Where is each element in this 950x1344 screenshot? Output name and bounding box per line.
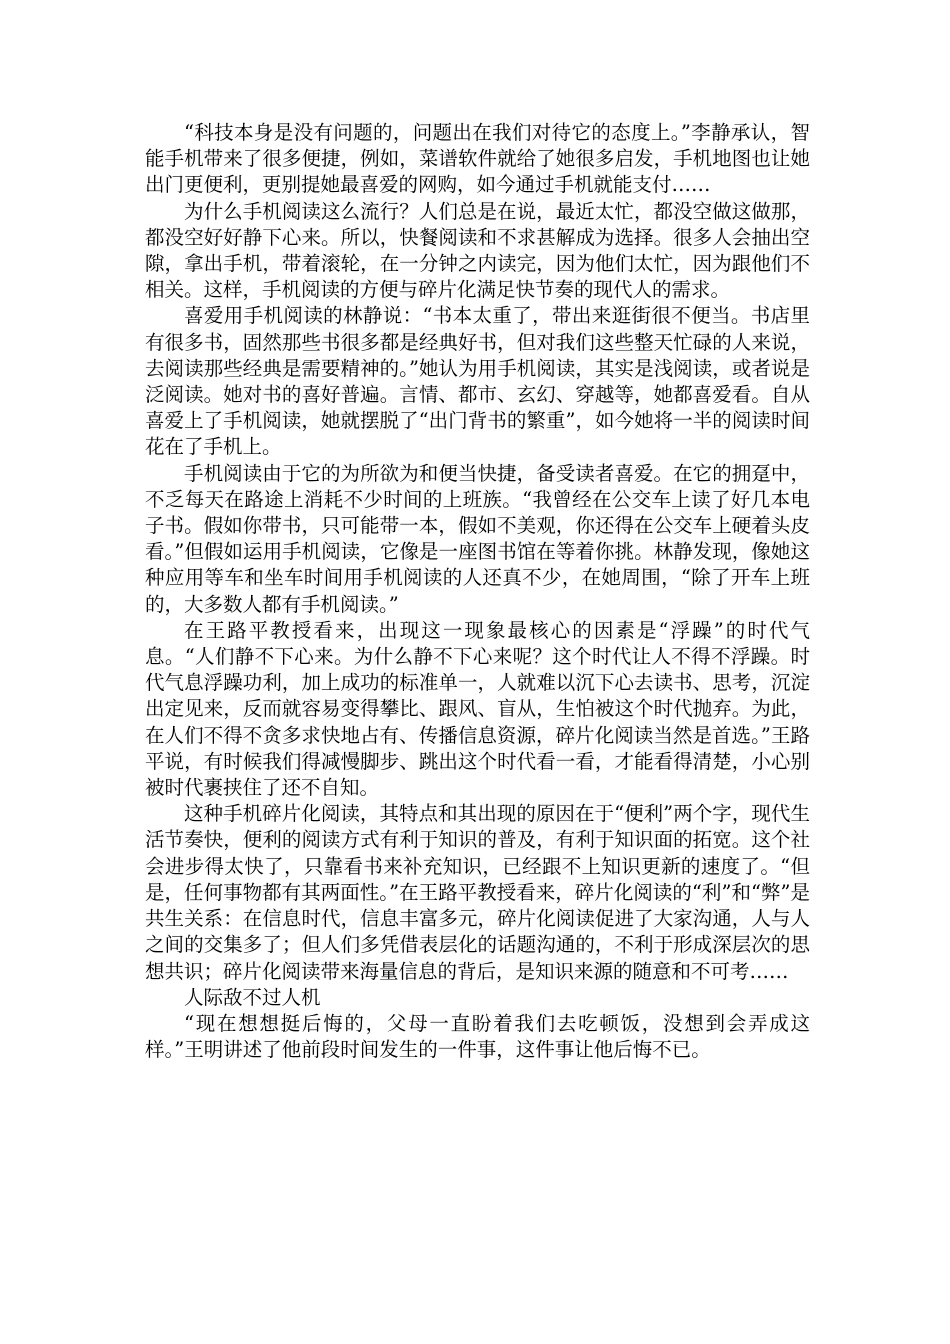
paragraph-7: “现在想想挺后悔的，父母一直盼着我们去吃顿饭，没想到会弄成这样。”王明讲述了他前段时间发生的一件事，这件事让他后悔不已。 <box>145 1011 810 1062</box>
paragraph-2: 为什么手机阅读这么流行？人们总是在说，最近太忙，都没空做这做那，都没空好好静下心来。所以，快餐阅读和不求甚解成为选择。很多人会抽出空隙，拿出手机，带着滚轮，在一分钟之内读完，因为他们太忙，因为跟他们不相关。这样，手机阅读的方便与碎片化满足快节奏的现代人的需求。 <box>145 199 810 302</box>
document-body <box>145 120 810 1063</box>
paragraph-4: 手机阅读由于它的为所欲为和便当快捷，备受读者喜爱。在它的拥趸中，不乏每天在路途上消耗不少时间的上班族。“我曾经在公交车上读了好几本电子书。假如你带书，只可能带一本，假如不美观，你还得在公交车上硬着头皮看。”但假如运用手机阅读，它像是一座图书馆在等着你挑。林静发现，像她这种应用等车和坐车时间用手机阅读的人还真不少，在她周围，“除了开车上班的，大多数人都有手机阅读。” <box>145 461 810 616</box>
paragraph-1: “科技本身是没有问题的，问题出在我们对待它的态度上。”李静承认，智能手机带来了很多便捷，例如，菜谱软件就给了她很多启发，手机地图也让她出门更便利，更别提她最喜爱的网购，如今通过手机就能支付…… <box>145 121 810 197</box>
paragraph-6: 这种手机碎片化阅读，其特点和其出现的原因在于“便利”两个字，现代生活节奏快，便利的阅读方式有利于知识的普及，有利于知识面的拓宽。这个社会进步得太快了，只靠看书来补充知识，已经跟不上知识更新的速度了。“但是，任何事物都有其两面性。”在王路平教授看来，碎片化阅读的“利”和“弊”是共生关系：在信息时代，信息丰富多元，碎片化阅读促进了大家沟通，人与人之间的交集多了；但人们多凭借表层化的话题沟通的，不利于形成深层次的思想共识；碎片化阅读带来海量信息的背后，是知识来源的随意和不可考…… <box>145 802 810 983</box>
section-heading: 人际敌不过人机 <box>184 985 321 1009</box>
paragraph-3: 喜爱用手机阅读的林静说：“书本太重了，带出来逛街很不便当。书店里有很多书，固然那些书很多都是经典好书，但对我们这些整天忙碌的人来说，去阅读那些经典是需要精神的。”她认为用手机阅读，其实是浅阅读，或者说是泛阅读。她对书的喜好普遍。言情、都市、玄幻、穿越等，她都喜爱看。自从喜爱上了手机阅读，她就摆脱了“出门背书的繁重”，如今她将一半的阅读时间花在了手机上。 <box>145 304 810 459</box>
paragraph-5: 在王路平教授看来，出现这一现象最核心的因素是“浮躁”的时代气息。“人们静不下心来。为什么静不下心来呢？这个时代让人不得不浮躁。时代气息浮躁功利，加上成功的标准单一，人就难以沉下心去读书、思考，沉淀出定见来，反而就容易变得攀比、跟风、盲从，生怕被这个时代抛弃。为此，在人们不得不贪多求快地占有、传播信息资源，碎片化阅读当然是首选。”王路平说，有时候我们得减慢脚步、跳出这个时代看一看，才能看得清楚，小心别被时代裹挟住了还不自知。 <box>145 618 810 800</box>
